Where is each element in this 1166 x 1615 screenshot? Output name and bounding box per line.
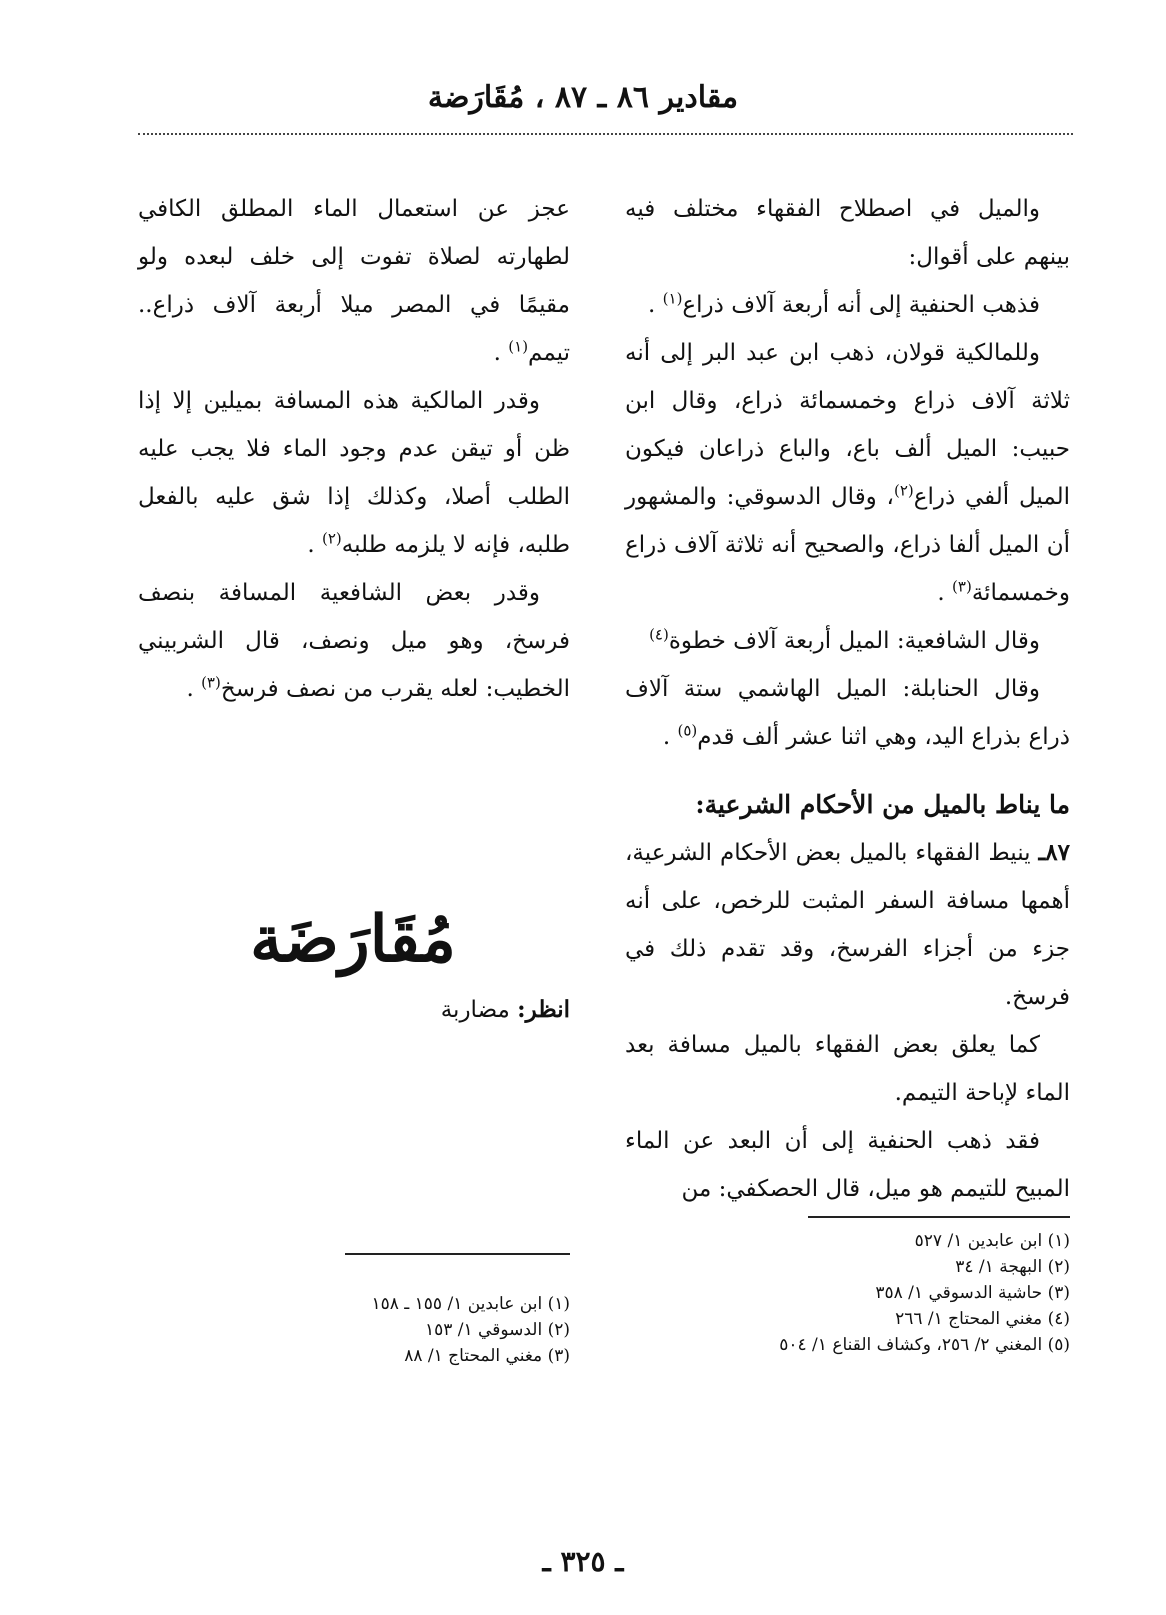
article-number: ٨٧ـ bbox=[1038, 839, 1070, 866]
see-also bbox=[138, 990, 570, 1030]
footnote-ref: (٥) bbox=[677, 721, 698, 740]
paragraph: وللمالكية قولان، ذهب ابن عبد البر إلى أنه ثلاثة آلاف ذراع وخمسمائة ذراع، وقال ابن حبيب: الميل ألف باع، والباع ذراعان فيكون الميل ألفي ذراع$^{(٢)}$، وقال الدسوقي: والمشهور أن الميل ألفا ذراع، والصحيح أنه ثلاثة آلاف ذراع وخمسمائة$^{(٣)}$ . bbox=[625, 340, 1071, 606]
footnote: (٢) البهجة ١/ ٣٤ bbox=[955, 1257, 1070, 1277]
footnote: (٣) حاشية الدسوقي ١/ ٣٥٨ bbox=[875, 1283, 1070, 1303]
left-column bbox=[138, 185, 570, 713]
footnote-ref: (٤) bbox=[649, 625, 669, 644]
footnote-ref: (٣) bbox=[201, 673, 221, 692]
footnote: (٢) الدسوقي ١/ ١٥٣ bbox=[424, 1320, 570, 1340]
footnote-divider bbox=[345, 1253, 570, 1255]
paragraph: ٨٧ـ ينيط الفقهاء بالميل بعض الأحكام الشرعية، أهمها مسافة السفر المثبت للرخص، على أنه جزء من أجزاء الفرسخ، وقد تقدم ذلك في فرسخ. bbox=[625, 839, 1070, 1010]
paragraph: كما يعلق بعض الفقهاء بالميل مسافة بعد الماء لإباحة التيمم. bbox=[625, 1032, 1070, 1106]
paragraph: والميل في اصطلاح الفقهاء مختلف فيه بينهم على أقوال: bbox=[625, 196, 1070, 270]
entry-title: مُقَارَضَة bbox=[250, 902, 456, 977]
paragraph: وقال الحنابلة: الميل الهاشمي ستة آلاف ذراع بذراع اليد، وهي اثنا عشر ألف قدم$^{(٥)}$ . bbox=[625, 676, 1070, 750]
see-also-value: مضاربة bbox=[440, 997, 510, 1023]
footnote-ref: (٢) bbox=[893, 481, 914, 500]
paragraph: فذهب الحنفية إلى أنه أربعة آلاف ذراع$^{(١)}$ . bbox=[648, 289, 1040, 318]
footnote: (٥) المغني ٢/ ٢٥٦، وكشاف القناع ١/ ٥٠٤ bbox=[779, 1335, 1070, 1355]
running-header: مقادير ٨٦ ـ ٨٧ ، مُقَارَضة bbox=[427, 80, 739, 115]
footnote-ref: (٢) bbox=[321, 529, 342, 548]
paragraph: وقدر بعض الشافعية المسافة بنصف فرسخ، وهو ميل ونصف، قال الشربيني الخطيب: لعله يقرب من نصف فرسخ$^{(٣)}$ . bbox=[138, 580, 570, 702]
footnote: (١) ابن عابدين ١/ ٥٢٧ bbox=[914, 1231, 1070, 1251]
footnote: (١) ابن عابدين ١/ ١٥٥ ـ ١٥٨ bbox=[371, 1294, 570, 1314]
footnotes-right bbox=[700, 1228, 1070, 1358]
footnote-ref: (١) bbox=[662, 289, 683, 308]
footnotes-left bbox=[300, 1291, 570, 1369]
right-column bbox=[625, 185, 1070, 1213]
paragraph: فقد ذهب الحنفية إلى أن البعد عن الماء المبيح للتيمم هو ميل، قال الحصكفي: من bbox=[625, 1128, 1070, 1202]
section-heading: ما يناط بالميل من الأحكام الشرعية: bbox=[695, 790, 1070, 819]
header-divider bbox=[138, 133, 1073, 135]
footnote: (٤) مغني المحتاج ١/ ٢٦٦ bbox=[895, 1309, 1070, 1329]
footnote-ref: (١) bbox=[508, 337, 529, 356]
paragraph: وقدر المالكية هذه المسافة بميلين إلا إذا ظن أو تيقن عدم وجود الماء فلا يجب عليه الطلب أصلا، وكذلك إذا شق عليه بالفعل طلبه، فإنه لا يلزمه طلبه$^{(٢)}$ . bbox=[138, 388, 570, 558]
paragraph: وقال الشافعية: الميل أربعة آلاف خطوة$^{(٤)}$ bbox=[649, 625, 1040, 654]
page-number: ـ ٣٢٥ ـ bbox=[542, 1545, 624, 1578]
footnote-ref: (٣) bbox=[952, 577, 972, 596]
see-also-label: انظر: bbox=[517, 996, 570, 1023]
paragraph: عجز عن استعمال الماء المطلق الكافي لطهارته لصلاة تفوت إلى خلف لبعده ولو مقيمًا في المصر ميلا أربعة آلاف ذراع.. تيمم$^{(١)}$ . bbox=[138, 196, 570, 366]
footnote: (٣) مغني المحتاج ١/ ٨٨ bbox=[404, 1346, 570, 1366]
footnote-divider bbox=[808, 1216, 1070, 1218]
